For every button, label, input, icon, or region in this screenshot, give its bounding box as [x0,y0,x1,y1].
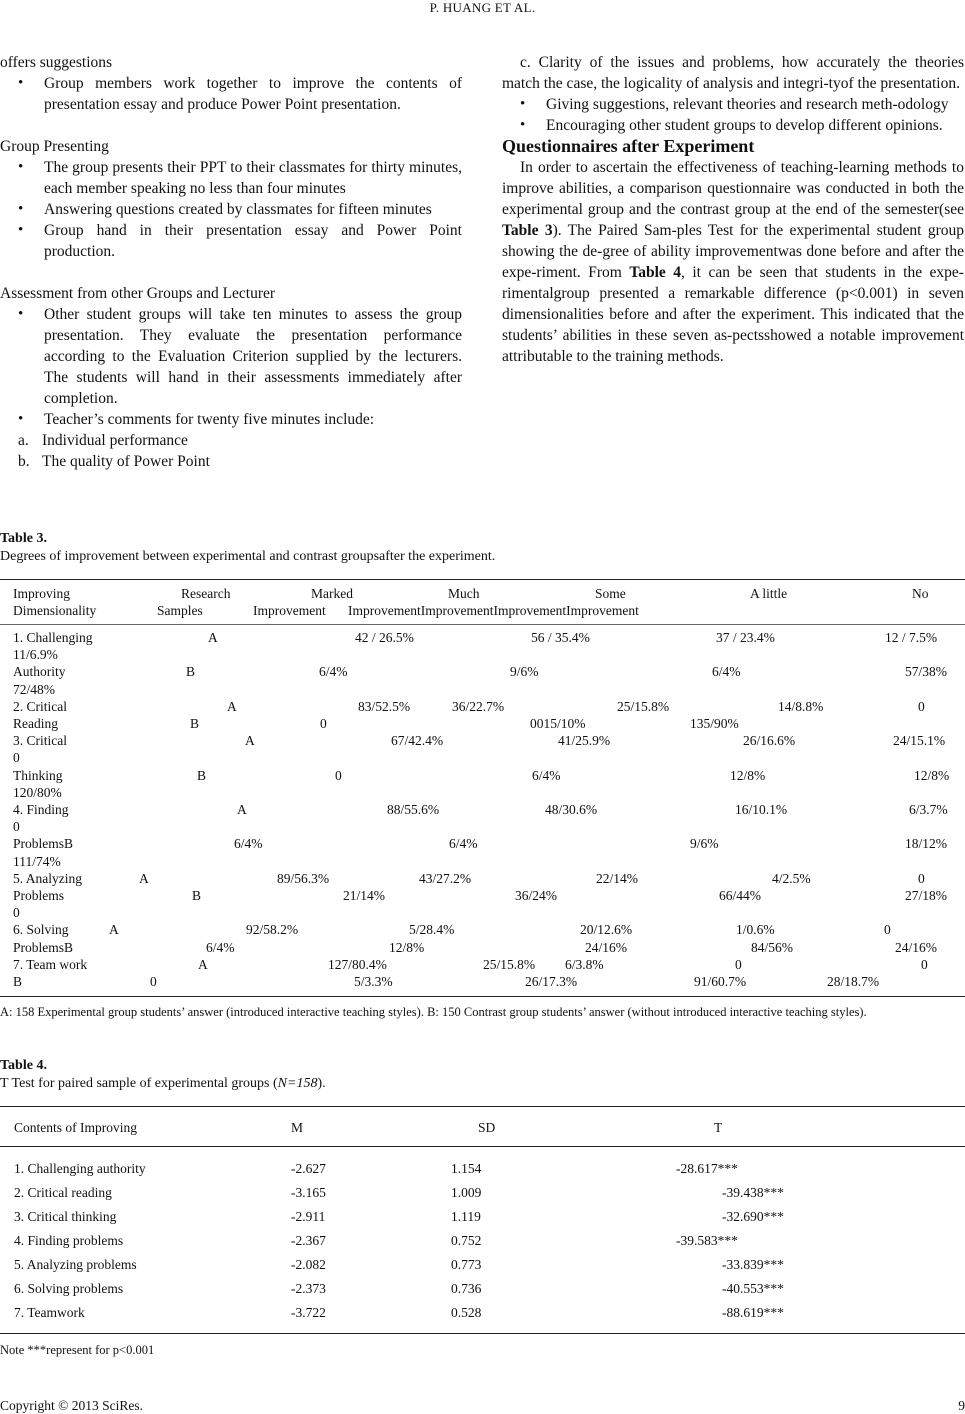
t4-cell: -2.911 [291,1209,326,1224]
t3-cell: 4. Finding [13,802,69,817]
t4-cell: 1.154 [451,1161,482,1176]
t3-cell: 24/15.1% [893,733,946,749]
t3-cell: 36/22.7% [452,698,505,714]
t3-cell: 0 [150,974,157,989]
t4-cell: 6. Solving problems [14,1281,124,1296]
table3-header-rule [0,624,965,625]
t4-head-m: M [291,1120,304,1135]
t3-cell: B [186,664,196,680]
t3-cell: 6/4% [712,664,741,680]
t3-cell: 14/8.8% [778,698,824,714]
table3-note: A: 158 Experimental group students’ answer (introduced interactive teaching styles). B: 150 Contrast group students’ answer (without introduced interactive teaching styles). [0,1005,867,1019]
t3-cell: 41/25.9% [558,733,611,749]
t3-cell: 83/52.5% [358,698,411,714]
t3-cell: 91/60.7% [694,974,747,989]
t3-cell: ProblemsB [13,939,74,955]
t3-cell: Thinking [13,767,63,783]
t3-cell: 5/28.4% [409,922,455,938]
table4-header-rule [0,1146,965,1147]
bullet-other-groups: • Other student groups will take ten minutes to assess the group presentation. They evaluate the presentation performance according to the Evaluation Criterion supplied by the lecturers. The students will hand in their assessments immediately after completion. [0,304,462,409]
t3-cell: A [245,733,255,749]
t3-cell: 3. Critical [13,733,67,749]
running-head: P. HUANG ET AL. [429,0,536,15]
t3-cell: 4/2.5% [772,870,811,886]
table3-ref: Table 3 [502,222,553,239]
t4-cell: -32.690*** [722,1209,784,1224]
para-part-1: In order to ascertain the effectiveness of teaching-learning methods to improve abilities, a comparison questionnaire was conducted in both the experimental group and the contrast group at the end of the semester(see [502,159,964,218]
t3-cell: 42 / 26.5% [355,630,414,645]
t3-cell: 26/17.3% [525,974,578,989]
t3-cell: 72/48% [13,681,55,697]
table3-bottom-rule [0,996,965,997]
t3-cell: 6/4% [532,767,561,783]
t3-cell: 0 [921,956,928,972]
t3-cell: 0 [13,819,20,835]
subheading-assessment: Assessment from other Groups and Lecturer [0,285,276,302]
bullet-teacher-comments: • Teacher’s comments for twenty five minutes include: [0,409,462,430]
t3-cell: 0 [918,698,925,714]
t3-cell: 27/18% [905,888,947,903]
t4-cell: -3.165 [291,1185,326,1200]
t3-head-some: Some [595,586,626,601]
t3-cell: 5. Analyzing [13,870,82,886]
t3-cell: 0 [918,870,925,886]
t3-cell: 48/30.6% [545,802,598,817]
t3-cell: 57/38% [905,664,947,680]
list-label-b: b. [18,453,30,470]
t3-cell: B [197,767,207,783]
t4-cell: 1. Challenging authority [14,1161,146,1176]
bullet-suggestions: • Giving suggestions, relevant theories and research meth-odology [502,94,964,115]
t3-cell: A [109,922,119,938]
table4-note: Note ***represent for p<0.001 [0,1343,155,1357]
t3-cell: 12/8% [389,939,425,955]
body-paragraph [502,157,964,367]
t3-cell: 2. Critical [13,698,67,714]
t3-cell: 66/44% [719,888,761,903]
table4-caption-pre: T Test for paired sample of experimental groups ( [0,1076,278,1091]
table4-bottom-rule [0,1333,965,1334]
list-item-c: c. Clarity of the issues and problems, how accurately the theories match the case, the logicality of analysis and integri-tyof the presentation. [502,54,964,92]
bullet-answering: • Answering questions created by classmates for fifteen minutes [0,199,462,220]
list-label-a: a. [18,432,29,449]
bullet-encouraging: • Encouraging other student groups to develop different opinions. [502,115,964,136]
t3-cell: A [208,630,218,645]
t3-cell: 88/55.6% [387,802,440,817]
t3-head-marked: Marked [311,586,353,601]
t3-head-improvement-run: ImprovementImprovementImprovementImprovement [348,603,639,618]
table4-caption [0,1076,326,1092]
t3-cell: 18/12% [905,836,947,852]
t4-cell: -39.583*** [676,1233,738,1248]
t3-head-research: Research [181,586,231,601]
t4-cell: 1.119 [451,1209,481,1224]
t3-cell: 5/3.3% [354,974,393,989]
t3-cell: 1. Challenging [13,630,93,645]
t4-cell: 7. Teamwork [14,1305,85,1320]
t4-cell: -28.617*** [676,1161,738,1176]
t3-cell: 22/14% [596,870,638,886]
t4-cell: -40.553*** [722,1281,784,1296]
t3-cell: ProblemsB [13,836,74,852]
table3-top-rule [0,579,965,580]
t4-cell: -2.627 [291,1161,326,1176]
t4-head-contents: Contents of Improving [14,1120,137,1135]
t3-head-samples: Samples [157,603,203,618]
table4-label: Table 4. [0,1058,47,1073]
t3-cell: Reading [13,716,58,731]
t3-cell: 37 / 23.4% [716,630,775,645]
t3-cell: B [192,888,202,903]
bullet-group-work: • Group members work together to improve the contents of presentation essay and produce Power Point presentation. [0,73,462,115]
t3-cell: 0 [884,922,891,938]
table4-caption-n: N=158 [277,1076,318,1091]
t3-cell: 12 / 7.5% [885,630,938,645]
right-column [502,52,964,367]
t4-cell: -88.619*** [722,1305,784,1320]
t3-head-dimensionality: Dimensionality [13,603,97,618]
t4-cell: 0.528 [451,1305,482,1320]
t3-head-improving: Improving [13,586,70,601]
footer-page-number: 9 [958,1398,965,1413]
t3-cell: A [227,698,237,714]
t3-cell: B [190,716,200,731]
t3-cell: Problems [13,888,65,903]
t3-cell: 9/6% [690,836,719,852]
t3-cell: 11/6.9% [13,647,58,663]
t3-cell: 89/56.3% [277,870,330,886]
t4-cell: 2. Critical reading [14,1185,112,1200]
t4-cell: -3.722 [291,1305,326,1320]
t3-cell: 28/18.7% [827,974,880,989]
t3-cell: 20/12.6% [580,922,633,938]
t3-cell: 56 / 35.4% [531,630,590,645]
t3-cell: 92/58.2% [246,922,299,938]
t4-cell: 0.736 [451,1281,482,1296]
t3-cell: 24/16% [585,939,627,955]
t4-cell: -2.373 [291,1281,326,1296]
t3-cell: 1/0.6% [736,922,775,938]
t3-cell: 25/15.8% [617,698,670,714]
t3-cell: 0 [13,905,20,921]
para-part-3: , it can be seen that students in the expe-rimentalgroup presented a remarkable difference (p<0.001) in seven dimensionalities before and after the experiment. This indicated that the students’ abilities in these seven as-pectsshowed a notable improvement attributable to the training methods. [502,264,964,365]
t4-cell: 4. Finding problems [14,1233,124,1248]
t3-cell: 26/16.6% [743,733,796,749]
t3-cell: 6/4% [234,836,263,852]
t4-cell: 0.752 [451,1233,482,1248]
t3-cell: 84/56% [751,939,793,955]
t3-cell: 6/3.8% [565,956,604,972]
subheading-group-presenting: Group Presenting [0,138,109,155]
list-item-b [0,451,462,472]
t4-cell: 5. Analyzing problems [14,1257,137,1272]
t3-cell: 21/14% [343,888,385,903]
table4-top-rule [0,1106,965,1107]
t3-cell: 36/24% [515,888,557,903]
table3-caption: Degrees of improvement between experimental and contrast groupsafter the experiment. [0,549,496,564]
t4-cell: 0.773 [451,1257,482,1272]
t3-cell: 6. Solving [13,922,69,938]
t3-cell: A [139,870,149,886]
t3-cell: A [198,956,208,972]
t3-cell: A [237,802,247,817]
table4-ref: Table 4 [629,264,682,281]
t3-cell: 0015/10% [530,716,586,731]
t3-cell: Authority [13,664,66,680]
t3-cell: 111/74% [13,853,61,869]
t3-cell: 0 [735,956,742,972]
t3-cell: 9/6% [510,664,539,680]
bullet-hand-in: • Group hand in their presentation essay and Power Point production. [0,220,462,262]
t3-cell: 43/27.2% [419,870,472,886]
t4-head-t: T [714,1120,723,1135]
t3-cell: 135/90% [690,716,739,731]
t3-cell: 67/42.4% [391,733,444,749]
section-heading: Questionnaires after Experiment [502,136,755,156]
left-line-1: offers suggestions [0,54,113,71]
t3-head-no: No [912,586,929,601]
t3-head-much: Much [448,586,480,601]
t3-cell: 6/4% [206,939,235,955]
t4-cell: -2.082 [291,1257,326,1272]
t3-cell: 12/8% [730,767,766,783]
t3-cell: 24/16% [895,939,937,955]
footer-copyright: Copyright © 2013 SciRes. [0,1398,144,1413]
left-column [0,52,462,472]
bullet-group-presents: • The group presents their PPT to their classmates for thirty minutes, each member speaking no less than four minutes [0,157,462,199]
t3-cell: 6/3.7% [909,802,948,817]
t3-head-improvement: Improvement [253,603,326,618]
t3-cell: 0 [13,750,20,766]
t4-head-sd: SD [478,1120,496,1135]
list-text-b: The quality of Power Point [42,453,210,470]
t3-cell: 127/80.4% [328,956,387,972]
para-part-2: ). The Paired Sam-ples Test for the experimental student group showing the de-gree of ability improvementwas done before and after the expe-riment. From [502,222,964,281]
t3-cell: 120/80% [13,784,62,800]
t3-cell: 16/10.1% [735,802,788,817]
t4-cell: -33.839*** [722,1257,784,1272]
table3-label: Table 3. [0,531,47,546]
table4-caption-post: ). [317,1076,326,1091]
t3-head-alittle: A little [750,586,788,601]
t3-cell: B [13,974,23,989]
t3-cell: 6/4% [319,664,348,680]
list-text-a: Individual performance [42,432,188,449]
t4-cell: -39.438*** [722,1185,784,1200]
t4-cell: -2.367 [291,1233,326,1248]
t3-cell: 6/4% [449,836,478,852]
t3-cell: 25/15.8% [483,956,536,972]
t3-cell: 12/8% [914,767,950,783]
t3-cell: 0 [335,767,342,783]
t4-cell: 1.009 [451,1185,482,1200]
t4-cell: 3. Critical thinking [14,1209,117,1224]
t3-cell: 0 [320,716,327,731]
t3-cell: 7. Team work [13,956,88,972]
list-item-a [0,430,462,451]
